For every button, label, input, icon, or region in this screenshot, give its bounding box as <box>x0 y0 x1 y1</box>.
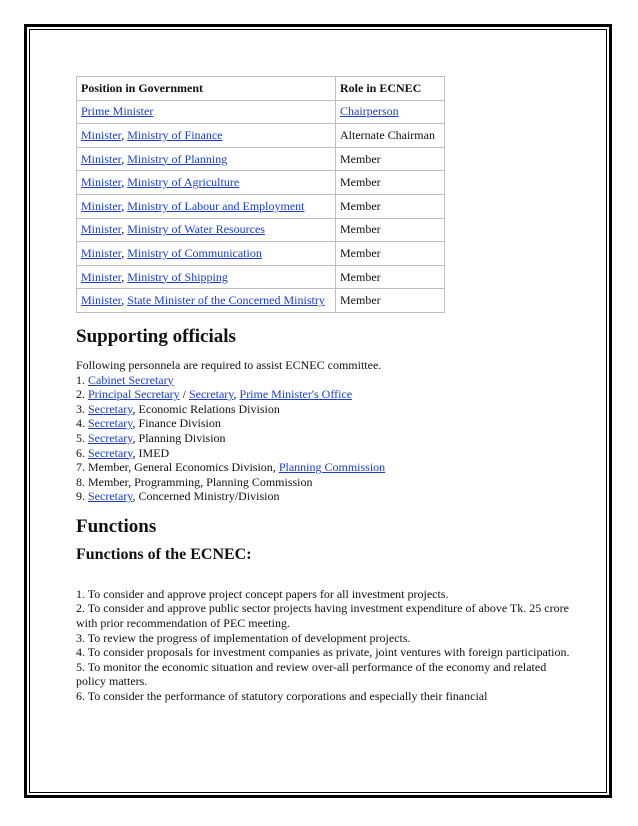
official-text: 8. Member, Programming, Planning Commission <box>76 474 313 489</box>
functions-heading: Functions <box>76 515 157 537</box>
role-text: Member <box>340 293 381 308</box>
function-item: 3. To review the progress of implementation of development projects. <box>76 630 411 645</box>
official-item <box>76 489 576 504</box>
minister-link[interactable]: Minister <box>81 222 122 237</box>
role-text: Member <box>340 222 381 237</box>
role-cell <box>336 147 445 171</box>
comma-separator: , <box>121 175 128 190</box>
table-row <box>77 171 445 195</box>
official-text: , Planning Division <box>132 430 226 445</box>
comma-separator: , <box>121 245 128 260</box>
functions-list <box>76 587 576 704</box>
comma-separator: , <box>121 269 128 284</box>
ecnec-members-table <box>76 76 445 313</box>
role-cell <box>336 218 445 242</box>
table-row <box>77 265 445 289</box>
official-item <box>76 431 576 446</box>
official-link[interactable]: Planning Commission <box>278 460 386 475</box>
official-link[interactable]: Secretary <box>88 430 133 445</box>
role-link[interactable]: Chairperson <box>340 104 399 119</box>
position-cell <box>77 124 336 148</box>
position-cell <box>77 242 336 266</box>
role-cell <box>336 194 445 218</box>
table-row <box>77 218 445 242</box>
position-link[interactable]: Ministry of Water Resources <box>127 222 265 237</box>
official-link[interactable]: Principal Secretary <box>88 387 180 402</box>
comma-separator: , <box>121 151 128 166</box>
official-text: , IMED <box>132 445 170 460</box>
position-cell <box>77 289 336 313</box>
official-text: , Economic Relations Division <box>132 401 280 416</box>
table-row <box>77 194 445 218</box>
position-link[interactable]: Prime Minister <box>81 104 154 119</box>
role-cell <box>336 100 445 124</box>
role-text: Member <box>340 151 381 166</box>
official-text: 3. <box>76 401 88 416</box>
position-link[interactable]: Ministry of Agriculture <box>127 175 240 190</box>
position-cell <box>77 218 336 242</box>
role-cell <box>336 242 445 266</box>
supporting-officials-heading: Supporting officials <box>76 325 236 347</box>
function-item: 2. To consider and approve public sector projects having investment expenditure of above Tk. 25 crore with prior recommendation of PEC meeting. <box>76 601 569 631</box>
supporting-intro: Following personnela are required to assist ECNEC committee. <box>76 357 382 372</box>
role-text: Alternate Chairman <box>340 127 435 142</box>
function-item: 1. To consider and approve project concept papers for all investment projects. <box>76 586 449 601</box>
official-item <box>76 460 576 475</box>
position-cell <box>77 265 336 289</box>
role-cell <box>336 289 445 313</box>
role-cell <box>336 124 445 148</box>
official-text: / <box>179 387 189 402</box>
comma-separator: , <box>121 222 128 237</box>
official-text: 5. <box>76 430 88 445</box>
official-text: 9. <box>76 489 88 504</box>
table-row <box>77 100 445 124</box>
role-cell <box>336 171 445 195</box>
role-cell <box>336 265 445 289</box>
role-text: Member <box>340 245 381 260</box>
table-row <box>77 147 445 171</box>
position-link[interactable]: State Minister of the Concerned Ministry <box>127 293 325 308</box>
minister-link[interactable]: Minister <box>81 293 122 308</box>
document-body <box>76 76 576 704</box>
official-link[interactable]: Cabinet Secretary <box>88 372 174 387</box>
position-link[interactable]: Ministry of Shipping <box>127 269 228 284</box>
position-cell <box>77 147 336 171</box>
official-text: 1. <box>76 372 88 387</box>
role-text: Member <box>340 198 381 213</box>
position-link[interactable]: Ministry of Communication <box>127 245 262 260</box>
comma-separator: , <box>121 293 128 308</box>
position-cell <box>77 100 336 124</box>
official-item <box>76 475 576 490</box>
minister-link[interactable]: Minister <box>81 198 122 213</box>
header-position: Position in Government <box>77 77 336 101</box>
comma-separator: , <box>121 127 128 142</box>
official-text: 6. <box>76 445 88 460</box>
table-row <box>77 124 445 148</box>
official-link[interactable]: Secretary <box>88 401 133 416</box>
official-item <box>76 402 576 417</box>
role-text: Member <box>340 269 381 284</box>
position-cell <box>77 194 336 218</box>
official-item <box>76 416 576 431</box>
official-item <box>76 446 576 461</box>
header-role: Role in ECNEC <box>336 77 445 101</box>
minister-link[interactable]: Minister <box>81 175 122 190</box>
official-text: , Concerned Ministry/Division <box>132 489 280 504</box>
table-header-row <box>77 77 445 101</box>
official-text: 4. <box>76 416 88 431</box>
function-item: 4. To consider proposals for investment companies as private, joint ventures with foreign participation. <box>76 645 570 660</box>
minister-link[interactable]: Minister <box>81 269 122 284</box>
function-item: 5. To monitor the economic situation and review over-all performance of the economy and related policy matters. <box>76 659 547 689</box>
supporting-officials-list <box>76 358 576 504</box>
position-link[interactable]: Ministry of Planning <box>127 151 228 166</box>
minister-link[interactable]: Minister <box>81 245 122 260</box>
official-item <box>76 373 576 388</box>
minister-link[interactable]: Minister <box>81 151 122 166</box>
position-link[interactable]: Ministry of Finance <box>127 127 223 142</box>
official-text: , <box>233 387 240 402</box>
position-link[interactable]: Ministry of Labour and Employment <box>127 198 305 213</box>
official-link[interactable]: Secretary <box>188 387 234 402</box>
official-text: 2. <box>76 387 88 402</box>
position-cell <box>77 171 336 195</box>
official-link[interactable]: Secretary <box>88 416 133 431</box>
official-link[interactable]: Secretary <box>88 445 133 460</box>
official-text: 7. Member, General Economics Division, <box>76 460 279 475</box>
minister-link[interactable]: Minister <box>81 127 122 142</box>
official-link[interactable]: Secretary <box>88 489 133 504</box>
comma-separator: , <box>121 198 128 213</box>
official-link[interactable]: Prime Minister's Office <box>239 387 353 402</box>
functions-subheading: Functions of the ECNEC: <box>76 545 252 563</box>
table-row <box>77 242 445 266</box>
official-text: , Finance Division <box>132 416 221 431</box>
table-row <box>77 289 445 313</box>
function-item: 6. To consider the performance of statutory corporations and especially their financial <box>76 689 488 704</box>
role-text: Member <box>340 175 381 190</box>
official-item <box>76 387 576 402</box>
